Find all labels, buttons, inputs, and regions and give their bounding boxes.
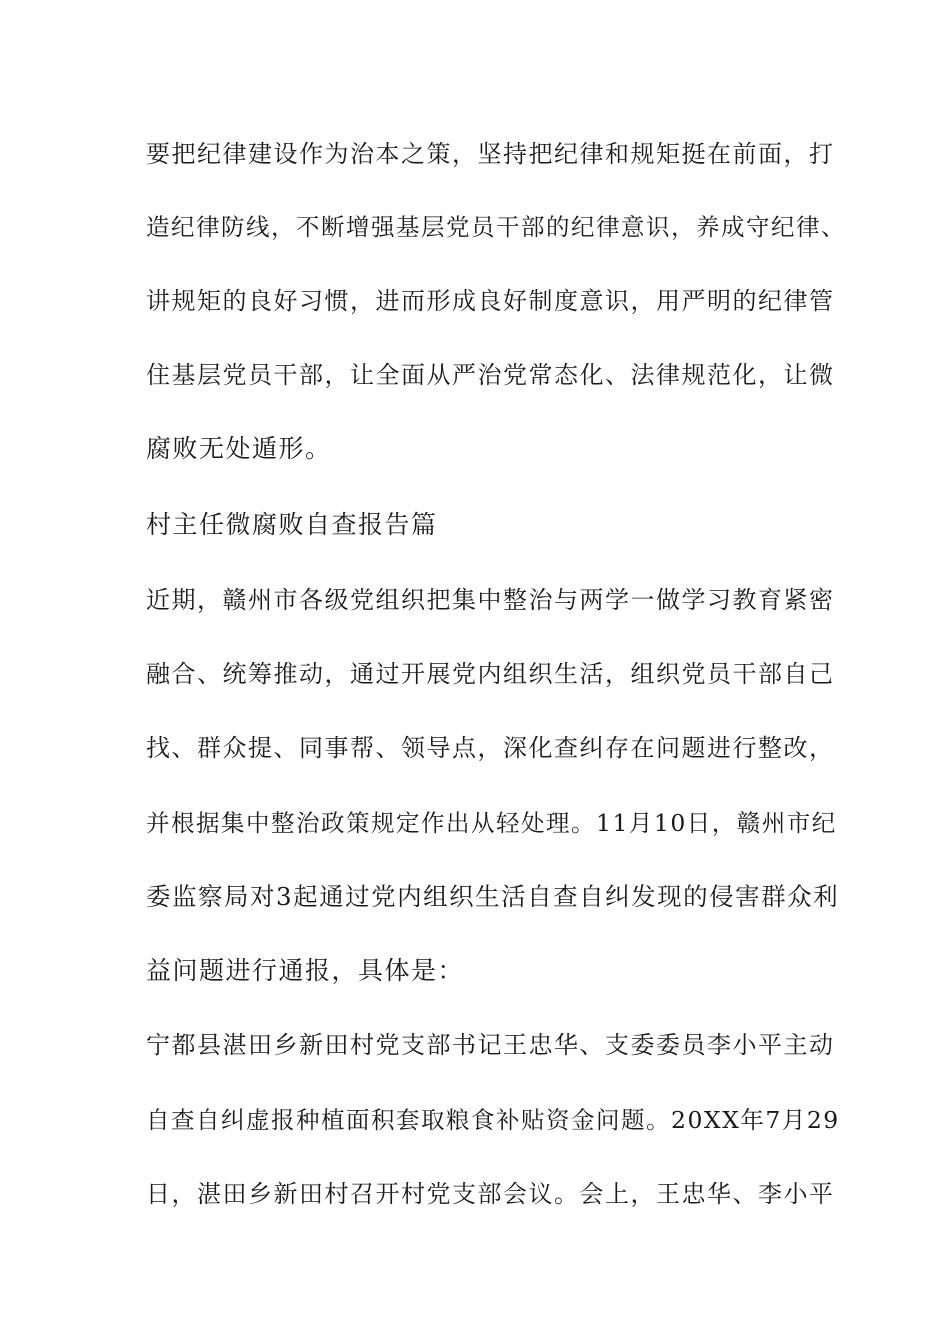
paragraph-line: 宁都县湛田乡新田村党支部书记王忠华、支委委员李小平主动: [146, 1031, 835, 1059]
paragraph-line: 委监察局对3起通过党内组织生活自查自纠发现的侵害群众利: [146, 882, 840, 911]
paragraph-line: 自查自纠虚报种植面积套取粮食补贴资金问题。20XX年7月29: [146, 1106, 840, 1134]
paragraph-line: 造纪律防线，不断增强基层党员干部的纪律意识，养成守纪律、: [146, 213, 846, 241]
paragraph-line: 讲规矩的良好习惯，进而形成良好制度意识，用严明的纪律管: [146, 287, 835, 315]
paragraph-line: 融合、统筹推动，通过开展党内组织生活，组织党员干部自己: [146, 660, 835, 688]
section-heading: 村主任微腐败自查报告篇: [146, 510, 438, 539]
paragraph-line: 腐败无处遁形。: [146, 434, 332, 463]
paragraph-line: 益问题进行通报，具体是：: [146, 956, 465, 985]
paragraph-line: 并根据集中整治政策规定作出从轻处理。11月10日，赣州市纪: [146, 809, 837, 837]
paragraph-line: 近期，赣州市各级党组织把集中整治与两学一做学习教育紧密: [146, 586, 835, 614]
paragraph-line: 日，湛田乡新田村召开村党支部会议。会上，王忠华、李小平: [146, 1180, 835, 1208]
paragraph-line: 要把纪律建设作为治本之策，坚持把纪律和规矩挺在前面，打: [146, 140, 835, 168]
paragraph-line: 住基层党员干部，让全面从严治党常态化、法律规范化，让微: [146, 361, 835, 389]
paragraph-line: 找、群众提、同事帮、领导点，深化查纠存在问题进行整改，: [146, 734, 835, 762]
